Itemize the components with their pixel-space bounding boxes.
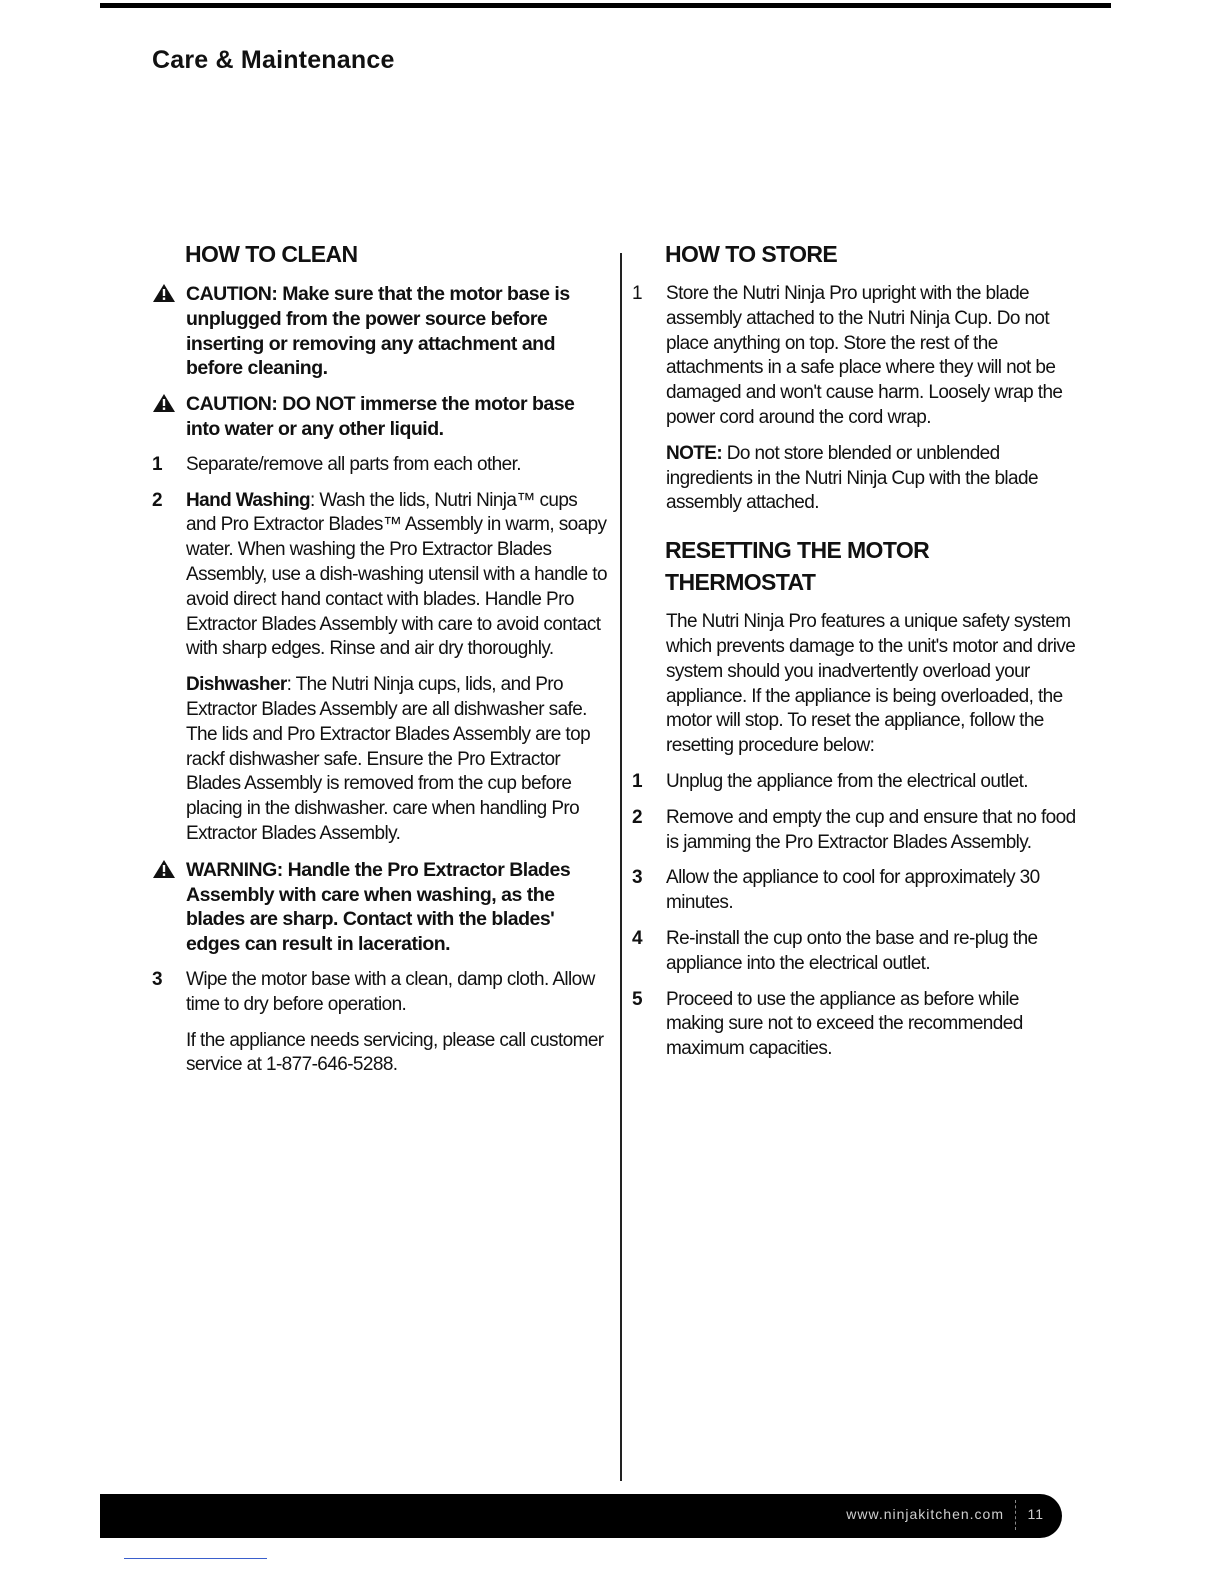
caution-unplug (152, 282, 608, 381)
dishwasher-paragraph (152, 673, 608, 847)
warning-triangle-icon (152, 858, 178, 887)
step-number: 1 (632, 283, 642, 304)
page-number: 11 (1027, 1506, 1044, 1522)
step-number: 1 (152, 453, 162, 475)
reset-step (632, 866, 1077, 916)
warning-triangle-icon (152, 392, 178, 421)
bottom-accent-line (124, 1558, 267, 1559)
reset-step (632, 770, 1077, 795)
footer-separator (1015, 1500, 1017, 1530)
service-text: If the appliance needs servicing, please call customer service at 1-877-646-5288. (186, 1029, 604, 1076)
store-step-1 (632, 282, 1077, 431)
column-divider (620, 253, 622, 1481)
store-note (632, 442, 1077, 516)
top-rule (100, 3, 1111, 8)
step-number: 1 (632, 770, 642, 792)
caution-unplug-text: CAUTION: Make sure that the motor base is unplugged from the power source before inserting or removing any attachment and before cleaning. (186, 283, 570, 380)
reset-intro-text: The Nutri Ninja Pro features a unique safety system which prevents damage to the unit's motor and drive system should you inadvertently overload your appliance. If the appliance is being overloaded, the motor will stop. To reset the appliance, follow the resetting procedure below: (666, 611, 1076, 757)
warning-triangle-icon (152, 282, 178, 311)
hand-washing-text: : Wash the lids, Nutri Ninja™ cups and Pro Extractor Blades™ Assembly in warm, soapy water. When washing the Pro Extractor Blades Assembly, use a dish-washing utensil with a handle to avoid direct hand contact with blades. Handle Pro Extractor Blades Assembly with care to avoid contact with sharp edges. Rinse and air dry thoroughly. (186, 489, 607, 660)
how-to-clean-column (152, 238, 608, 1089)
how-to-clean-heading: HOW TO CLEAN (185, 241, 358, 267)
caution-immerse (152, 392, 608, 442)
clean-step-2-text (186, 489, 608, 663)
clean-step-1 (152, 453, 608, 478)
store-note-text (666, 442, 1077, 516)
note-label: NOTE: (666, 442, 723, 464)
footer-website-link[interactable]: www.ninjakitchen.com (846, 1506, 1004, 1522)
how-to-store-heading: HOW TO STORE (665, 241, 838, 267)
note-body: Do not store blended or unblended ingredients in the Nutri Ninja Cup with the blade assembly attached. (666, 442, 1038, 514)
reset-step-text: Proceed to use the appliance as before while making sure not to exceed the recommended maximum capacities. (666, 988, 1023, 1060)
reset-step-text: Unplug the appliance from the electrical outlet. (666, 770, 1028, 792)
store-step-1-text: Store the Nutri Ninja Pro upright with the blade assembly attached to the Nutri Ninja Cup. Do not place anything on top. Store the rest of the attachments in a safe place where they will not be damaged and won't cause harm. Loosely wrap the power cord around the cord wrap. (666, 283, 1063, 428)
reset-step-text: Allow the appliance to cool for approximately 30 minutes. (666, 867, 1040, 914)
resetting-heading: RESETTING THE MOTOR THERMOSTAT (665, 537, 930, 596)
step-number: 4 (632, 927, 642, 949)
page-title: Care & Maintenance (152, 46, 395, 74)
dishwasher-label: Dishwasher (186, 674, 287, 696)
step-number: 2 (152, 489, 162, 511)
caution-immerse-text: CAUTION: DO NOT immerse the motor base into water or any other liquid. (186, 393, 575, 440)
step-number: 2 (632, 806, 642, 828)
step-number: 5 (632, 988, 642, 1010)
step-number: 3 (152, 968, 162, 990)
store-reset-column (632, 238, 1077, 1073)
step-number: 3 (632, 867, 642, 889)
clean-step-3 (152, 968, 608, 1018)
clean-step-3-text: Wipe the motor base with a clean, damp cloth. Allow time to dry before operation. (186, 968, 595, 1015)
reset-step (632, 806, 1077, 856)
warning-blades-text: WARNING: Handle the Pro Extractor Blades Assembly with care when washing, as the blades are sharp. Contact with the blades' edges can result in laceration. (186, 858, 571, 956)
dishwasher-body: : The Nutri Ninja cups, lids, and Pro Extractor Blades Assembly are all dishwasher safe. The lids and Pro Extractor Blades Assembly are top rackf dishwasher safe. Ensure the Pro Extractor Blades Assembly is removed from the cup before placing in the dishwasher. care when handling Pro Extractor Blades Assembly. (186, 674, 591, 844)
footer-bar (100, 1494, 1062, 1538)
warning-blades (152, 858, 608, 957)
clean-step-2 (152, 489, 608, 663)
reset-intro (632, 610, 1077, 759)
hand-washing-label: Hand Washing (186, 489, 311, 511)
clean-step-1-text: Separate/remove all parts from each other. (186, 453, 521, 475)
reset-step-text: Re-install the cup onto the base and re-plug the appliance into the electrical outlet. (666, 927, 1038, 974)
reset-step-text: Remove and empty the cup and ensure that no food is jamming the Pro Extractor Blades Assembly. (666, 806, 1076, 853)
reset-step (632, 988, 1077, 1062)
reset-step (632, 927, 1077, 977)
service-paragraph (152, 1029, 608, 1079)
dishwasher-text (186, 673, 608, 847)
